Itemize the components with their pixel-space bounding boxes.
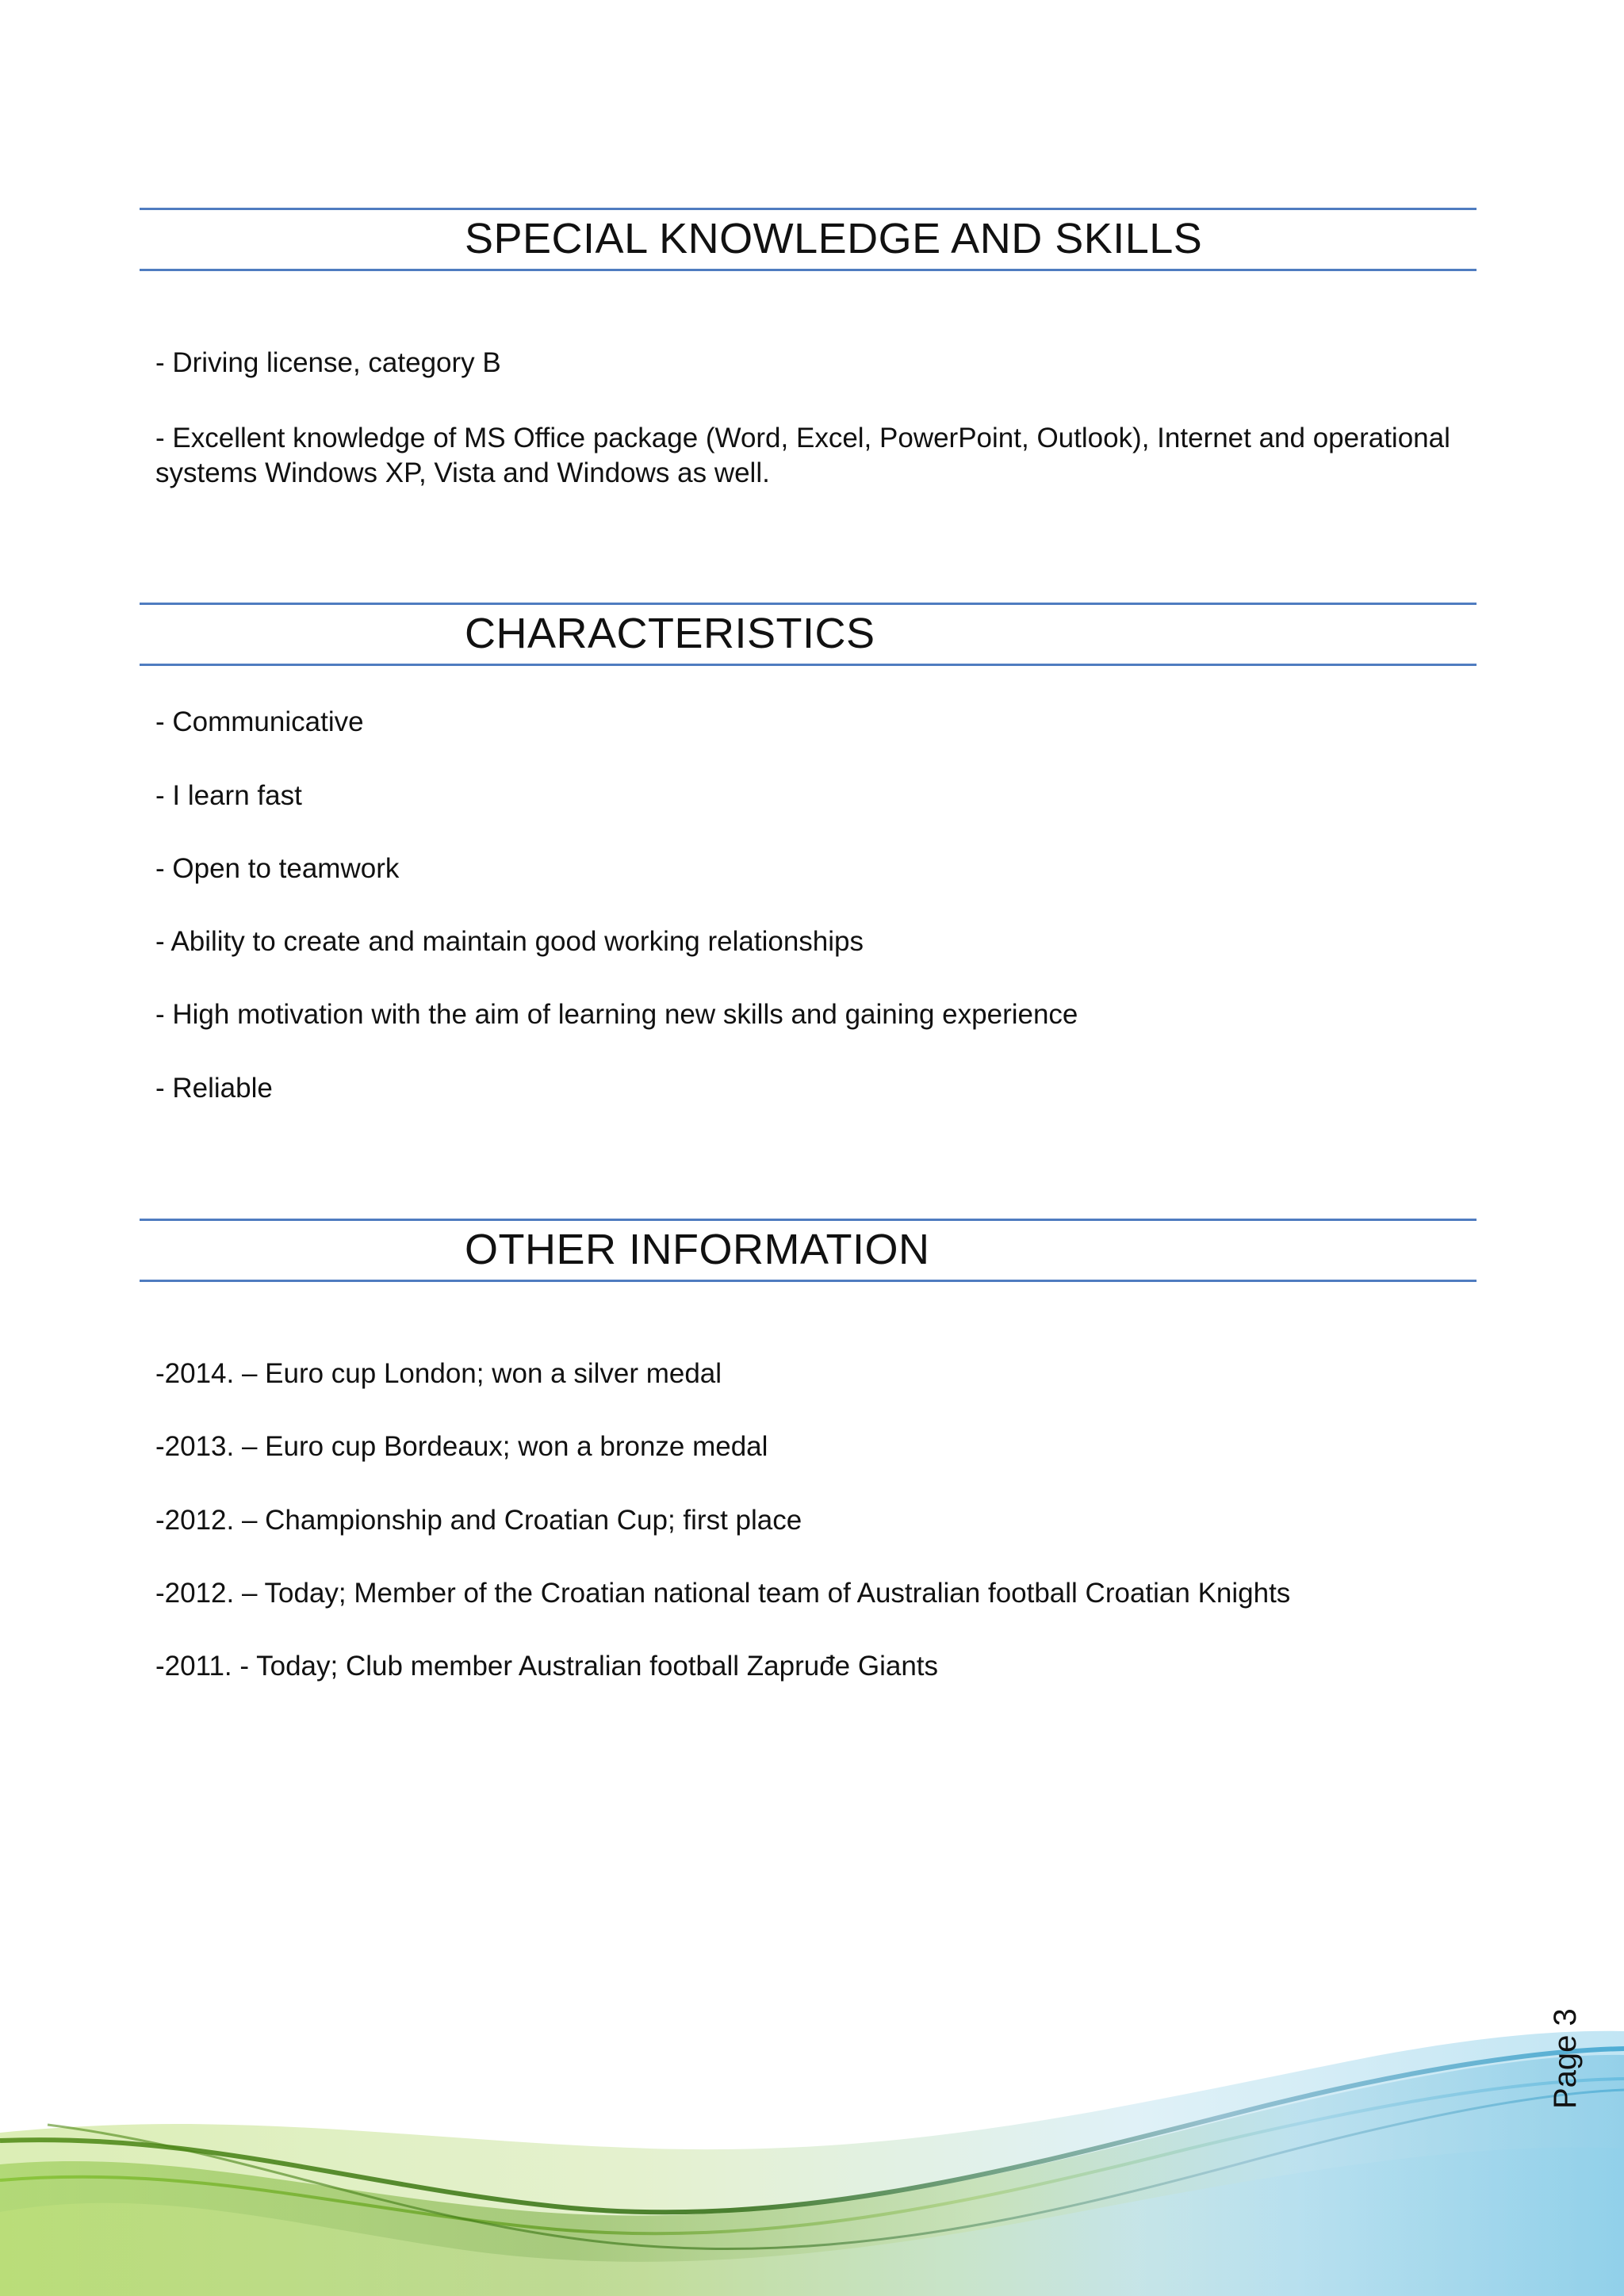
skill-line: - Excellent knowledge of MS Office package (Word, Excel, PowerPoint, Outlook), Internet and operational xyxy=(155,423,1450,453)
page-number: Page 3 xyxy=(1548,2008,1583,2109)
skill-line-continued: systems Windows XP, Vista and Windows as well. xyxy=(155,457,770,488)
section-rule-bottom xyxy=(140,664,1477,666)
section-rule-bottom xyxy=(140,1280,1477,1282)
info-line: -2013. – Euro cup Bordeaux; won a bronze medal xyxy=(155,1431,768,1462)
section-rule-top xyxy=(140,1219,1477,1221)
characteristic-line: - Communicative xyxy=(155,706,364,737)
section-title: OTHER INFORMATION xyxy=(465,1226,930,1273)
section-header-other-information xyxy=(140,1219,1477,1282)
characteristic-line: - High motivation with the aim of learning new skills and gaining experience xyxy=(155,999,1078,1030)
info-line: -2012. – Today; Member of the Croatian national team of Australian football Croatian Knights xyxy=(155,1578,1291,1609)
characteristic-line: - Ability to create and maintain good working relationships xyxy=(155,926,864,957)
skill-line: - Driving license, category B xyxy=(155,347,501,378)
info-line: -2014. – Euro cup London; won a silver medal xyxy=(155,1358,722,1389)
info-line: -2011. - Today; Club member Australian football Zapruđe Giants xyxy=(155,1651,939,1682)
section-rule-bottom xyxy=(140,269,1477,271)
decorative-waves xyxy=(0,2014,1624,2296)
info-line: -2012. – Championship and Croatian Cup; first place xyxy=(155,1505,802,1536)
section-rule-top xyxy=(140,603,1477,605)
characteristic-line: - Open to teamwork xyxy=(155,853,400,884)
section-header-special-knowledge xyxy=(140,208,1477,271)
characteristic-line: - Reliable xyxy=(155,1073,273,1104)
section-title: SPECIAL KNOWLEDGE AND SKILLS xyxy=(465,215,1203,262)
section-header-characteristics xyxy=(140,603,1477,666)
section-title: CHARACTERISTICS xyxy=(465,610,875,657)
section-rule-top xyxy=(140,208,1477,210)
characteristic-line: - I learn fast xyxy=(155,780,302,811)
